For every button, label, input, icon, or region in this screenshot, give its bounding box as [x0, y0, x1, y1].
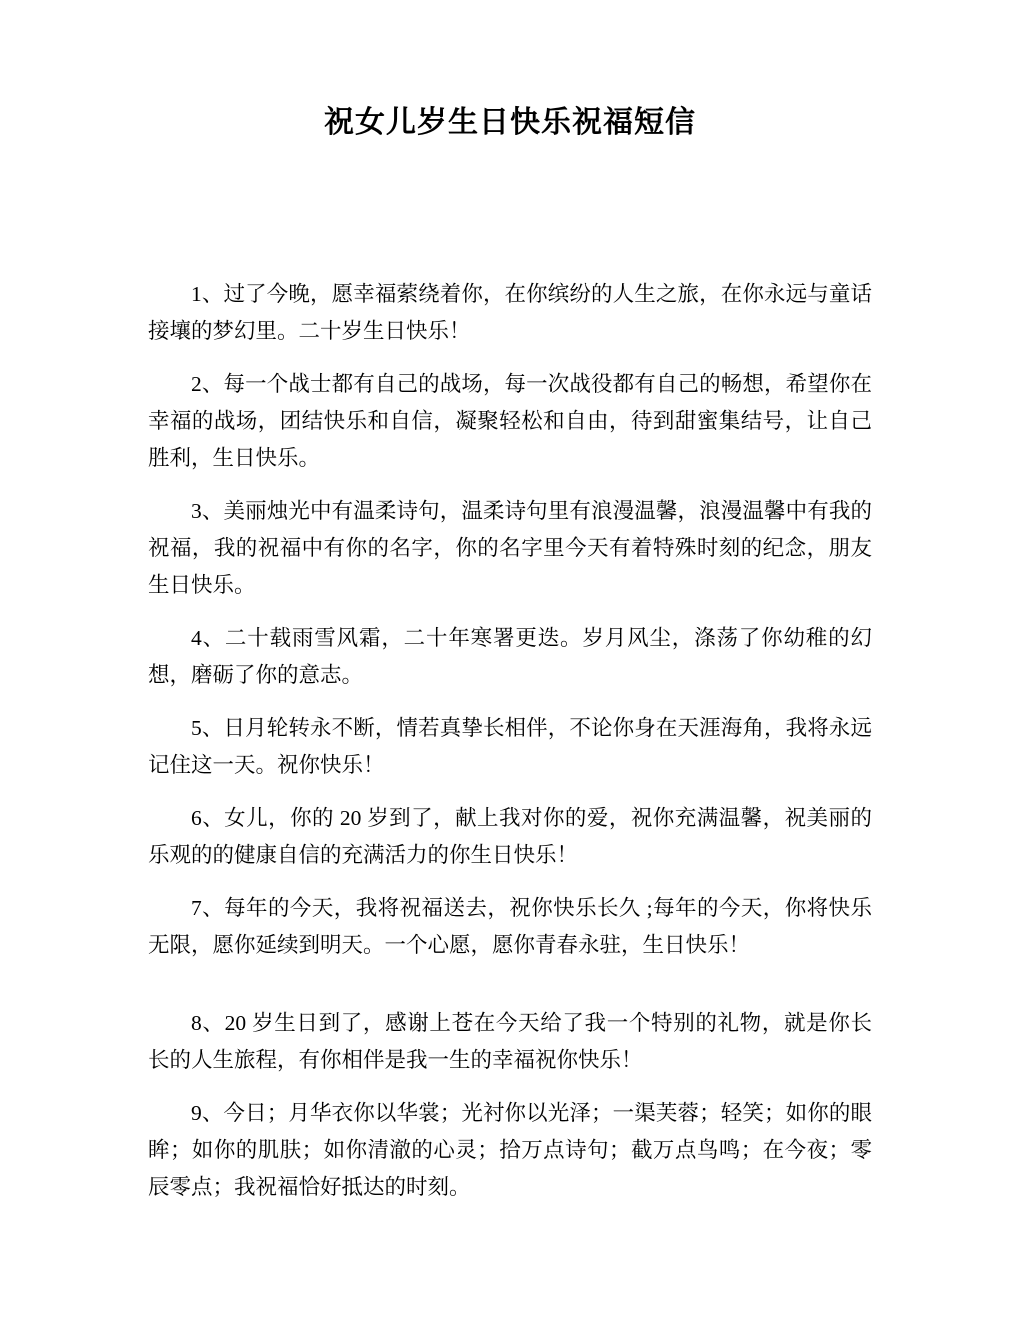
page-title: 祝女儿岁生日快乐祝福短信 — [324, 106, 696, 139]
paragraph: 9、今日；月华衣你以华裳；光衬你以光泽；一渠芙蓉；轻笑；如你的眼眸；如你的肌肤；如你清澈的心灵；拾万点诗句；截万点鸟鸣；在今夜；零辰零点；我祝福恰好抵达的时刻。 — [148, 1101, 872, 1199]
paragraph: 2、每一个战士都有自己的战场，每一次战役都有自己的畅想，希望你在幸福的战场，团结快乐和自信，凝聚轻松和自由，待到甜蜜集结号，让自己胜利，生日快乐。 — [148, 372, 872, 470]
paragraph: 5、日月轮转永不断，情若真挚长相伴，不论你身在天涯海角，我将永远记住这一天。祝你快乐！ — [148, 716, 872, 777]
paragraph: 7、每年的今天，我将祝福送去，祝你快乐长久 ;每年的今天，你将快乐无限，愿你延续到明天。一个心愿，愿你青春永驻，生日快乐！ — [148, 896, 872, 957]
paragraph: 8、20 岁生日到了，感谢上苍在今天给了我一个特别的礼物，就是你长长的人生旅程，有你相伴是我一生的幸福祝你快乐！ — [148, 1011, 872, 1072]
paragraph: 6、女儿，你的 20 岁到了，献上我对你的爱，祝你充满温馨，祝美丽的乐观的的健康自信的充满活力的你生日快乐！ — [148, 806, 872, 867]
paragraphs — [148, 276, 872, 1206]
paragraph: 4、二十载雨雪风霜，二十年寒署更迭。岁月风尘，涤荡了你幼稚的幻想，磨砺了你的意志。 — [148, 626, 872, 687]
paragraph: 3、美丽烛光中有温柔诗句，温柔诗句里有浪漫温馨，浪漫温馨中有我的祝福，我的祝福中有你的名字，你的名字里今天有着特殊时刻的纪念，朋友生日快乐。 — [148, 499, 872, 597]
paragraph: 1、过了今晚，愿幸福萦绕着你，在你缤纷的人生之旅，在你永远与童话接壤的梦幻里。二十岁生日快乐！ — [148, 282, 872, 343]
